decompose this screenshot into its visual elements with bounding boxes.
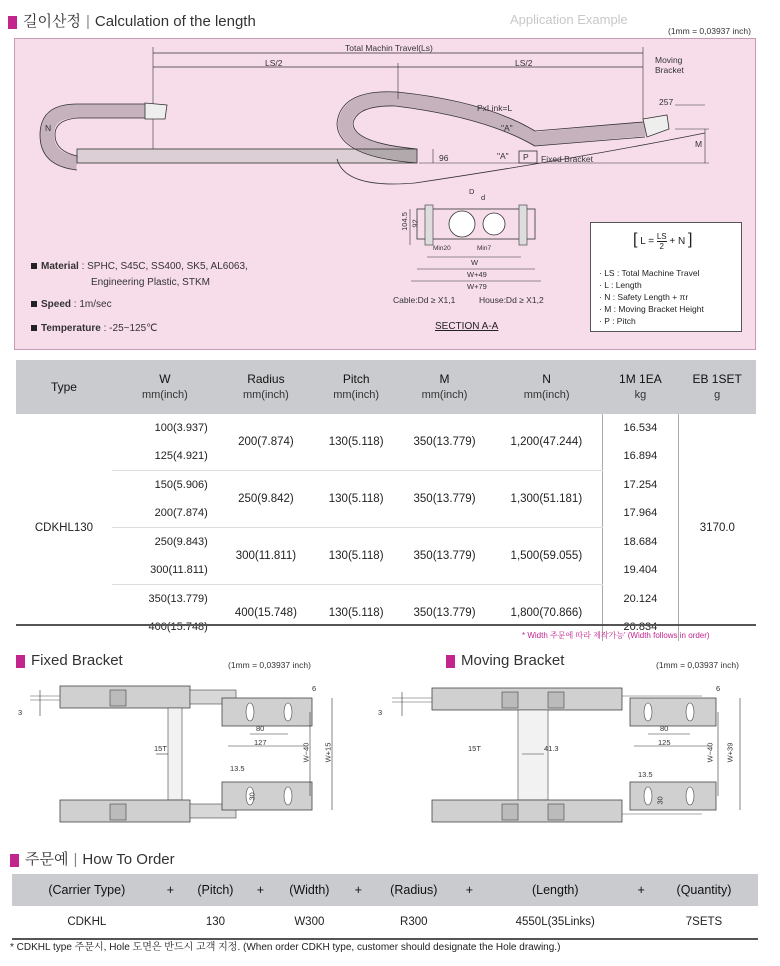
type-cell: CDKHL130: [34, 521, 94, 534]
calc-section-title: 길이산정 | Calculation of the length: [8, 10, 256, 31]
fixed-dim-w40: W−40: [301, 742, 311, 763]
label-257: 257: [659, 97, 674, 107]
header-radius: Radius mm(inch): [218, 360, 314, 414]
radius-cell: 400(15.748): [234, 607, 297, 619]
order-value-cell: CDKHL: [12, 906, 162, 939]
legend-item: · M : Moving Bracket Height: [599, 304, 704, 314]
w-cell: 350(13.779): [148, 593, 208, 605]
order-value-spacer: [162, 906, 180, 939]
table-row: [16, 471, 756, 500]
radius-cell: 250(9.842): [218, 471, 314, 528]
spec-table: [16, 360, 756, 641]
header-kg: 1M 1EA kg: [603, 360, 679, 414]
legend-box: [590, 222, 742, 332]
label-92: 92: [410, 219, 420, 228]
fixed-bracket-title: [16, 652, 123, 669]
label-total-travel: Total Machin Travel(Ls): [345, 43, 433, 53]
material-label: Material: [41, 261, 79, 272]
kg-cell: 20.834: [603, 613, 679, 641]
n-cell: 1,300(51.181): [491, 471, 603, 528]
moving-dim-w40: W−40: [705, 742, 715, 763]
label-104-5: 104.5: [399, 212, 409, 231]
order-value-spacer: [349, 906, 367, 939]
moving-dim-80: 80: [660, 724, 669, 733]
label-96: 96: [439, 153, 449, 163]
kg-cell: 18.684: [603, 528, 679, 557]
moving-dim-15t: 15T: [468, 744, 481, 753]
order-value-spacer: [461, 906, 479, 939]
legend-item: · N : Safety Length + πr: [599, 292, 689, 302]
section-marker: [10, 854, 19, 867]
order-value-spacer: [252, 906, 270, 939]
order-header-plus: +: [632, 874, 650, 906]
legend-list: [599, 267, 704, 327]
calc-unit-note: (1mm = 0,03937 inch): [668, 26, 751, 36]
label-w49: W+49: [467, 270, 487, 279]
order-value-spacer: [632, 906, 650, 939]
speed-label: Speed: [41, 299, 72, 310]
pitch-cell: 130(5.118): [314, 414, 398, 471]
formula-lhs: L =: [640, 236, 655, 247]
moving-dim-41-3: 41.3: [544, 744, 559, 753]
fixed-title-text: Fixed Bracket: [31, 652, 123, 669]
order-header-row: [12, 874, 758, 906]
moving-dim-30: 30: [655, 796, 665, 805]
order-header-plus: +: [349, 874, 367, 906]
header-m: M mm(inch): [398, 360, 490, 414]
header-n: N mm(inch): [491, 360, 603, 414]
label-min20: Min20: [433, 245, 451, 252]
house-note: House:Dd ≥ X1,2: [479, 295, 544, 305]
moving-title-text: Moving Bracket: [461, 652, 565, 669]
table-row: [16, 528, 756, 557]
eb-set-cell: 3170.0: [699, 521, 735, 534]
label-min7: Min7: [477, 245, 492, 252]
speed-value: : 1m/sec: [73, 299, 112, 310]
calc-title-en: Calculation of the length: [94, 13, 256, 30]
order-title-en: How To Order: [82, 851, 175, 868]
label-w: W: [471, 258, 479, 267]
w-cell: 125(4.921): [112, 442, 218, 471]
moving-dim-w39: W+39: [725, 742, 735, 763]
fixed-dim-15t: 15T: [154, 744, 167, 753]
table-row: [16, 585, 756, 614]
order-header-plus: +: [252, 874, 270, 906]
header-g: EB 1SET g: [678, 360, 756, 414]
moving-dim-125: 125: [658, 738, 671, 747]
w-cell: 250(9.843): [154, 536, 208, 548]
n-cell: 1,500(59.055): [491, 528, 603, 585]
label-ls-right: LS/2: [515, 58, 533, 68]
fixed-dim-30: 30: [247, 792, 257, 801]
section-marker: [16, 655, 25, 668]
spec-table-header: [16, 360, 756, 414]
order-header-cell: (Quantity): [650, 874, 758, 906]
fixed-unit-note: (1mm = 0,03937 inch): [228, 660, 311, 670]
kg-cell: 16.534: [603, 414, 679, 442]
temperature-label: Temperature: [41, 323, 101, 334]
label-d-small: d: [481, 193, 486, 202]
fixed-bracket-drawing: [10, 676, 350, 844]
label-p: P: [523, 152, 529, 162]
fixed-dim-6: 6: [312, 684, 317, 693]
header-pitch: Pitch mm(inch): [314, 360, 398, 414]
order-header-plus: +: [162, 874, 180, 906]
label-a-top: "A": [501, 123, 513, 133]
legend-item: · LS : Total Machine Travel: [599, 268, 700, 278]
order-header-cell: (Carrier Type): [12, 874, 162, 906]
w-cell: 200(7.874): [112, 499, 218, 528]
formula: [ L = $\frac{LS}{2}$ + N ]: [633, 231, 693, 251]
section-marker: [446, 655, 455, 668]
kg-cell: 17.254: [603, 471, 679, 500]
fixed-dim-3: 3: [18, 708, 23, 717]
order-table: [12, 874, 758, 940]
fixed-dim-127: 127: [254, 738, 267, 747]
order-value-cell: 130: [179, 906, 251, 939]
order-value-cell: W300: [269, 906, 349, 939]
ghost-text: Application Example: [510, 12, 628, 27]
order-value-cell: R300: [367, 906, 460, 939]
order-header-cell: (Pitch): [179, 874, 251, 906]
w-cell: 100(3.937): [154, 422, 208, 434]
order-header-cell: (Length): [478, 874, 632, 906]
label-ls-left: LS/2: [265, 58, 283, 68]
formula-den: 2: [659, 241, 664, 251]
section-title: SECTION A-A: [435, 321, 499, 332]
w-cell: 150(5.906): [154, 479, 208, 491]
formula-num: LS: [656, 231, 667, 241]
radius-cell: 200(7.874): [218, 414, 314, 471]
header-type: Type: [16, 360, 112, 414]
formula-rhs: + N: [669, 236, 686, 247]
order-header-cell: (Radius): [367, 874, 460, 906]
m-cell: 350(13.779): [398, 414, 490, 471]
label-moving-bracket: Moving Bracket: [655, 55, 684, 75]
label-m: M: [695, 139, 703, 149]
label-fixed-bracket: Fixed Bracket: [541, 154, 593, 164]
m-cell: 350(13.779): [398, 528, 490, 585]
fixed-dim-w15: W+15: [323, 742, 333, 763]
moving-dim-13-5: 13.5: [638, 770, 653, 779]
moving-unit-note: (1mm = 0,03937 inch): [656, 660, 739, 670]
label-a-bottom: "A": [497, 151, 509, 161]
spec-speed: [31, 299, 112, 310]
label-pxlink: PxLink=L: [477, 103, 513, 113]
w-cell: 300(11.811): [112, 556, 218, 585]
order-header-cell: (Width): [269, 874, 349, 906]
label-w79: W+79: [467, 282, 487, 291]
calc-title-ko: 길이산정: [23, 13, 81, 30]
material-value-2: Engineering Plastic, STKM: [91, 277, 210, 288]
order-value-cell: 7SETS: [650, 906, 758, 939]
legend-item: · L : Length: [599, 280, 642, 290]
spec-temperature: [31, 323, 157, 334]
m-cell: 350(13.779): [398, 471, 490, 528]
pitch-cell: 130(5.118): [328, 607, 384, 619]
table-footnote: * Width 주문에 따라 제작가능' (Width follows in order): [522, 631, 710, 640]
order-value-row: [12, 906, 758, 939]
m-cell: 350(13.779): [413, 607, 476, 619]
radius-cell: 300(11.811): [218, 528, 314, 585]
kg-cell: 19.404: [603, 556, 679, 585]
order-section-title: 주문예 | How To Order: [10, 848, 175, 869]
n-cell: 1,800(70.866): [510, 607, 583, 619]
kg-cell: 20.124: [603, 585, 679, 614]
moving-dim-3: 3: [378, 708, 383, 717]
material-value: : SPHC, S45C, SS400, SK5, AL6063,: [81, 261, 248, 272]
label-d-big: D: [469, 187, 475, 196]
spec-material: [31, 261, 248, 272]
legend-item: · P : Pitch: [599, 316, 636, 326]
kg-cell: 17.964: [603, 499, 679, 528]
fixed-dim-80: 80: [256, 724, 265, 733]
pitch-cell: 130(5.118): [314, 528, 398, 585]
moving-bracket-title: [446, 652, 564, 669]
order-note: * CDKHL type 주문시, Hole 도면은 반드시 고객 지정. (When order CDKH type, customer should designate the Hole drawing.): [10, 942, 561, 953]
header-w: W mm(inch): [112, 360, 218, 414]
fixed-dim-13-5: 13.5: [230, 764, 245, 773]
moving-dim-6: 6: [716, 684, 721, 693]
order-title-ko: 주문예: [25, 851, 69, 868]
temperature-value: : -25~125℃: [103, 323, 158, 334]
order-value-cell: 4550L(35Links): [478, 906, 632, 939]
pitch-cell: 130(5.118): [314, 471, 398, 528]
table-row: [16, 414, 756, 442]
label-n: N: [45, 123, 52, 133]
section-marker: [8, 16, 17, 29]
kg-cell: 16.894: [603, 442, 679, 471]
order-header-plus: +: [461, 874, 479, 906]
cable-note: Cable:Dd ≥ X1,1: [393, 295, 456, 305]
n-cell: 1,200(47.244): [491, 414, 603, 471]
w-cell: 400(15.748): [148, 621, 208, 633]
table-bottom-rule: [16, 624, 756, 626]
